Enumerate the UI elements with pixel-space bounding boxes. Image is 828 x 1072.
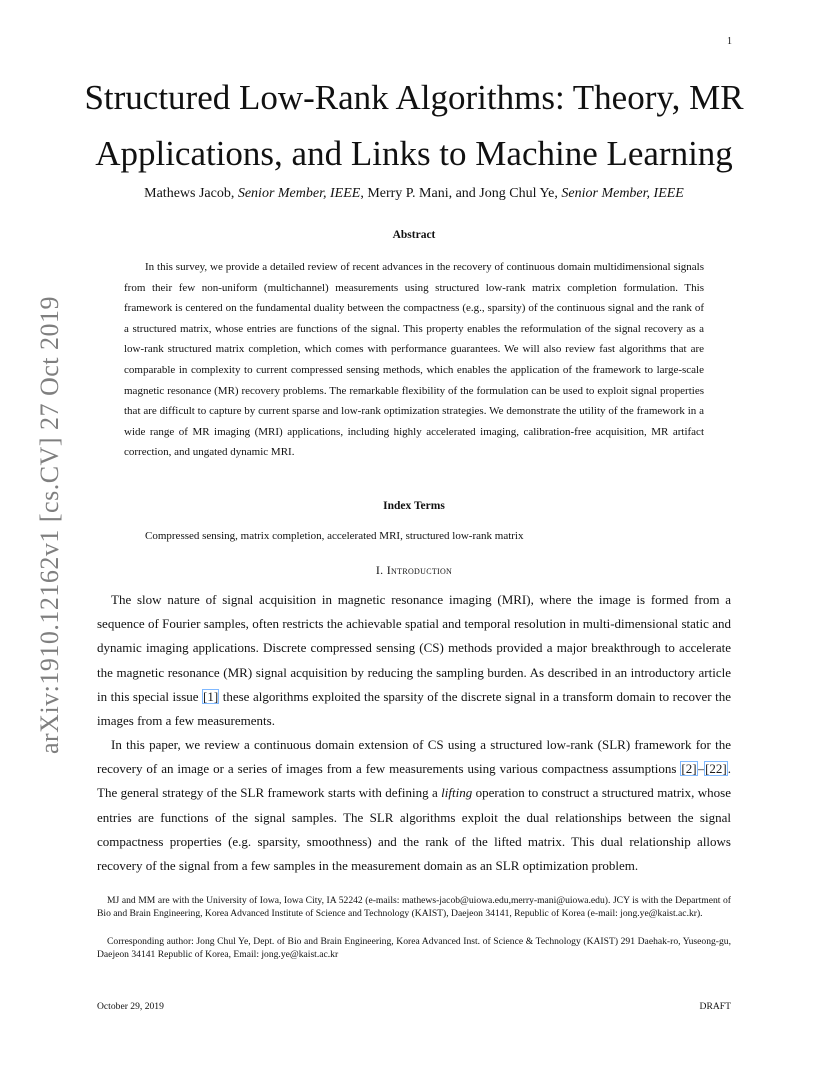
p1-text-a: The slow nature of signal acquisition in magnetic resonance imaging (MRI), where the image is formed from a sequence of Fourier samples, often restricts the achievable spatial and temporal resolution in multi-dimensional static and dynamic imaging applications. Discrete compressed sensing (CS) methods provided a major breakthrough to accelerate the magnetic resonance (MR) signal acquisition by reducing the sampling burden. As described in an introductory article in this special issue	[97, 592, 731, 704]
author-1: Mathews Jacob,	[144, 186, 238, 201]
citation-link-22[interactable]: [22]	[705, 761, 727, 777]
p2-text-c: operation to construct a structured matrix, whose entries are functions of the signal samples. The SLR algorithms exploit the dual relationships between the signal compactness properties (e.g. sparsity, smoothness) and the rank of the lifted matrix. This dual relationship allows recovery of the signal from a few samples in the measurement domain as an SLR optimization problem.	[97, 785, 731, 874]
abstract-text: In this survey, we provide a detailed review of recent advances in the recovery of continuous domain multidimensional signals from their few non-uniform (multichannel) measurements using structured low-rank matrix completion formulation. This framework is centered on the fundamental duality between the compactness (e.g., sparsity) of the continuous signal and the rank of a structured matrix, whose entries are functions of the signal. This property enables the reformulation of the signal recovery as a low-rank structured matrix completion, which comes with performance guarantees. We will also review fast algorithms that are comparable in complexity to current compressed sensing methods, which enables the application of the framework to large-scale magnetic resonance (MR) recovery problems. The remarkable flexibility of the formulation can be used to exploit signal properties that are difficult to capture by current sparse and low-rank optimization strategies. We demonstrate the utility of the framework in a wide range of MR imaging (MRI) applications, including highly accelerated imaging, calibration-free acquisition, MR artifact correction, and ungated dynamic MRI.	[124, 261, 704, 459]
footer-draft-label: DRAFT	[699, 1001, 731, 1012]
p2-text-a: In this paper, we review a continuous domain extension of CS using a structured low-rank (SLR) framework for the recovery of an image or a series of images from a few measurements using various compactness assumptions	[97, 737, 731, 777]
citation-link-1[interactable]: [1]	[203, 688, 219, 704]
author-2-3: , Merry P. Mani, and Jong Chul Ye,	[360, 186, 562, 201]
intro-paragraph-2	[97, 733, 731, 878]
author-3-role: Senior Member, IEEE	[561, 186, 684, 201]
section-numeral: I.	[375, 563, 387, 577]
index-terms-text: Compressed sensing, matrix completion, accelerated MRI, structured low-rank matrix	[145, 530, 524, 542]
p1-text-b: these algorithms exploited the sparsity of the discrete signal in a transform domain to recover the images from a few measurements.	[97, 688, 731, 729]
footnote-affiliations: MJ and MM are with the University of Iowa, Iowa City, IA 52242 (e-mails: mathews-jacob@uiowa.edu,merry-mani@uiowa.edu). JCY is with the Department of Bio and Brain Engineering, Korea Advanced Institute of Science and Technology (KAIST), Daejeon 34141, Republic of Korea (e-mail: jong.ye@kaist.ac.kr).	[97, 895, 731, 919]
abstract-heading: Abstract	[392, 229, 436, 241]
intro-paragraph-1	[97, 588, 731, 733]
section-heading-introduction	[60, 563, 768, 578]
footer-date: October 29, 2019	[97, 1001, 164, 1012]
index-terms-heading: Index Terms	[383, 500, 445, 512]
citation-dash: –	[697, 761, 705, 777]
p2-text-b: . The general strategy of the SLR framework starts with defining a	[97, 761, 731, 801]
paper-title: Structured Low-Rank Algorithms: Theory, MR Applications, and Links to Machine Learning	[84, 78, 744, 173]
author-line	[60, 186, 768, 202]
citation-link-2[interactable]: [2]	[681, 761, 697, 777]
author-1-role: Senior Member, IEEE	[237, 186, 361, 201]
p2-lifting-term: lifting	[441, 785, 473, 801]
section-title: Introduction	[386, 563, 453, 577]
footnote-corresponding-author: Corresponding author: Jong Chul Ye, Dept. of Bio and Brain Engineering, Korea Advanced Inst. of Science & Technology (KAIST) 291 Daehak-ro, Yuseong-gu, Daejeon 34141 Republic of Korea, Email: jong.ye@kaist.ac.kr	[97, 936, 731, 960]
page-number: 1	[727, 36, 732, 47]
arxiv-side-stamp[interactable]: arXiv:1910.12162v1 [cs.CV] 27 Oct 2019	[35, 295, 64, 755]
